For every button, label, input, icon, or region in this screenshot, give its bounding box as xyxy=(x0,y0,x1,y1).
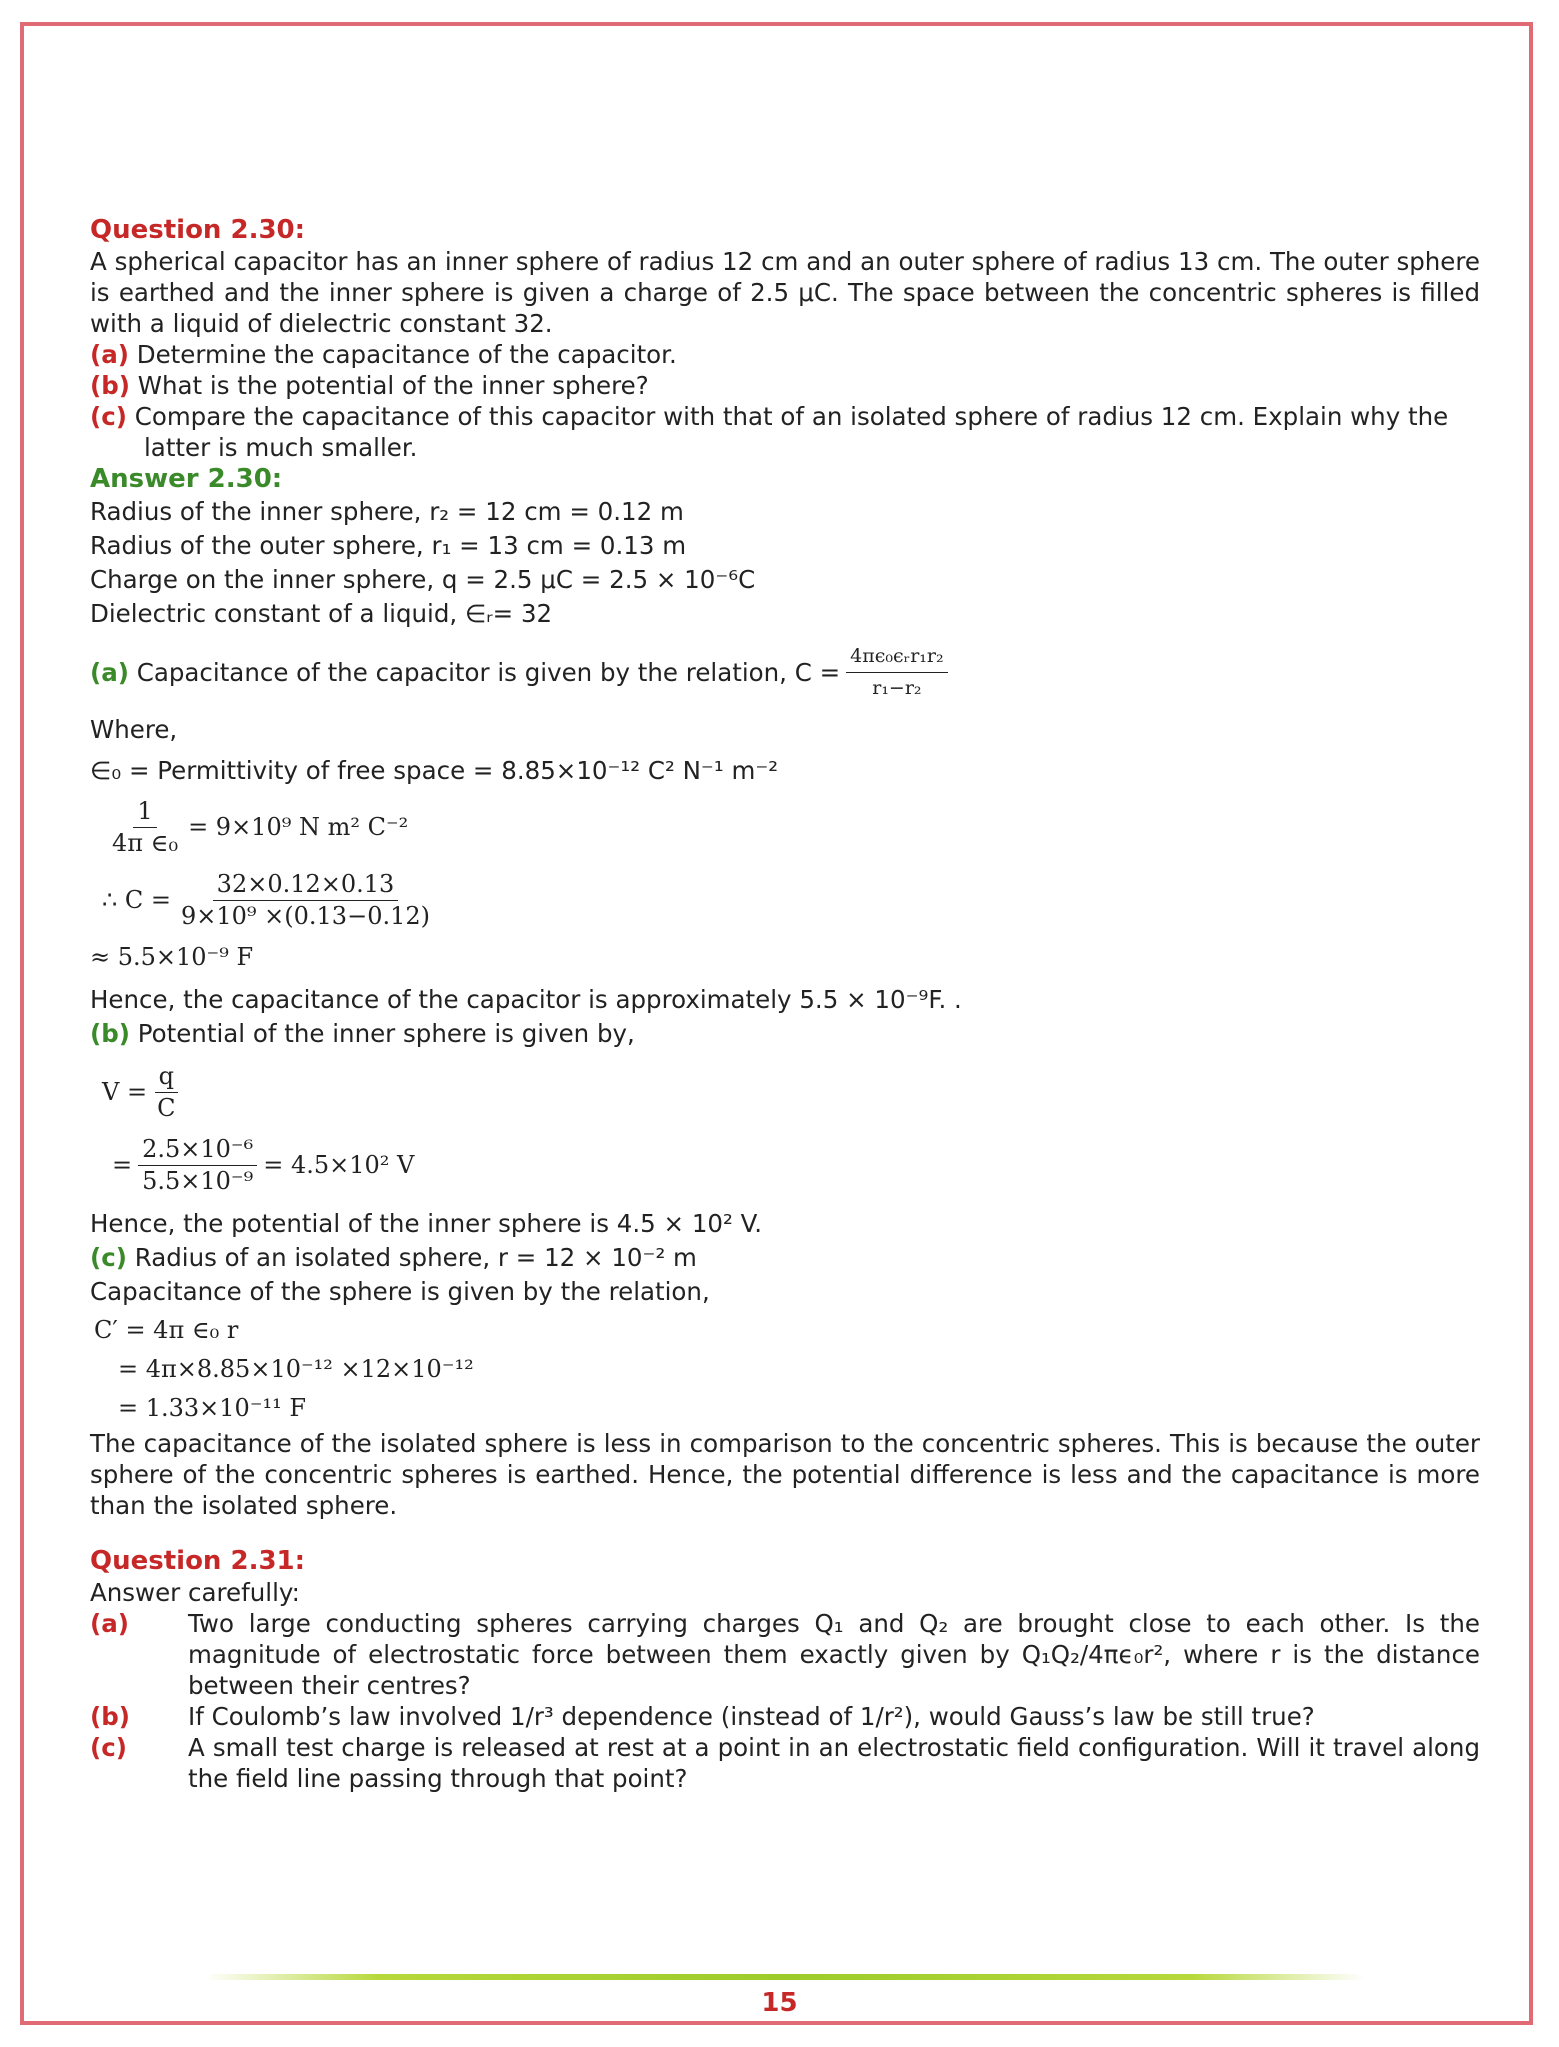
question-2-30-title: Question 2.30: xyxy=(90,215,306,245)
part-c-radius: (c) Radius of an isolated sphere, r = 12 × 10⁻² m xyxy=(90,1243,697,1272)
question-2-30-part-c: (c) Compare the capacitance of this capacitor with that of an isolated sphere of radius 12 cm. Explain why the latter is much smaller. xyxy=(90,402,1449,462)
capacitance-result: ≈ 5.5×10⁻⁹ F xyxy=(90,943,254,971)
question-2-31-part-c: (c) A small test charge is released at rest at a point in an electrostatic field configuration. Will it travel along the field line passing through that point? xyxy=(90,1733,1480,1793)
answer-2-30-title: Answer 2.30: xyxy=(90,464,283,494)
question-2-31-title: Question 2.31: xyxy=(90,1546,306,1576)
question-2-30-part-b: (b) What is the potential of the inner sphere? xyxy=(90,371,649,400)
part-c-explanation: The capacitance of the isolated sphere is less in comparison to the concentric spheres. This is because the outer sphere of the concentric spheres is earthed. Hence, the potential difference is less and the capacitance is more than the isolated sphere. xyxy=(90,1429,1480,1520)
coulomb-constant-equation: $\frac{1}{\text{4π ∈₀}}$ = 9×10⁹ N m² C⁻² xyxy=(112,797,409,857)
question-2-30-part-a: (a) Determine the capacitance of the capacitor. xyxy=(90,340,677,369)
part-a-relation: (a) Capacitance of the capacitor is given by the relation, C = $\frac{\text{4πϵ₀ϵᵣr₁r₂}}{\text{r₁−r₂}}$ xyxy=(90,641,1480,704)
isolated-capacitance-result: = 1.33×10⁻¹¹ F xyxy=(118,1394,307,1422)
potential-calculation: = $\frac{\text{2.5×10⁻⁶}}{\text{5.5×10⁻⁹}}$ = 4.5×10² V xyxy=(112,1135,415,1195)
given-outer-radius: Radius of the outer sphere, r₁ = 13 cm = 0.13 m xyxy=(90,531,687,560)
permittivity-definition: ∈₀ = Permittivity of free space = 8.85×10⁻¹² C² N⁻¹ m⁻² xyxy=(90,756,779,785)
question-2-31-part-b: (b) If Coulomb’s law involved 1/r³ dependence (instead of 1/r²), would Gauss’s law be still true? xyxy=(90,1702,1315,1731)
given-inner-radius: Radius of the inner sphere, r₂ = 12 cm = 0.12 m xyxy=(90,497,684,526)
part-b-intro: (b) Potential of the inner sphere is given by, xyxy=(90,1019,635,1048)
question-2-31-part-a: (a) Two large conducting spheres carrying charges Q₁ and Q₂ are brought close to each other. Is the magnitude of electrostatic force between them exactly given by Q₁Q₂/4πϵ₀r², where r is the distance between their centres? xyxy=(90,1609,1480,1700)
potential-formula: V = $\frac{q}{C}$ xyxy=(102,1061,1480,1124)
part-b-conclusion: Hence, the potential of the inner sphere is 4.5 × 10² V. xyxy=(90,1209,763,1238)
where-label: Where, xyxy=(90,715,178,744)
part-a-conclusion: Hence, the capacitance of the capacitor is approximately 5.5 × 10⁻⁹F. . xyxy=(90,985,962,1014)
isolated-capacitance-formula: C′ = 4π ∈₀ r xyxy=(94,1316,239,1344)
footer-divider xyxy=(205,1974,1365,1980)
capacitance-formula: $\frac{\text{4πϵ₀ϵᵣr₁r₂}}{\text{r₁−r₂}}$ xyxy=(846,641,947,704)
page-number: 15 xyxy=(761,1988,798,2018)
given-dielectric: Dielectric constant of a liquid, ∈ᵣ= 32 xyxy=(90,599,553,628)
question-2-30-body: A spherical capacitor has an inner sphere of radius 12 cm and an outer sphere of radius 13 cm. The outer sphere is earthed and the inner sphere is given a charge of 2.5 μC. The space between the concentric spheres is filled with a liquid of dielectric constant 32. xyxy=(90,247,1480,338)
question-2-31-intro: Answer carefully: xyxy=(90,1578,300,1607)
page-content xyxy=(90,214,1480,1794)
capacitance-calculation: ∴ C = $\frac{32\times 0.12\times 0.13}{\text{9×10⁹ ×(0.13−0.12)}}$ xyxy=(102,870,430,930)
part-c-relation: Capacitance of the sphere is given by the relation, xyxy=(90,1277,710,1306)
given-charge: Charge on the inner sphere, q = 2.5 μC = 2.5 × 10⁻⁶C xyxy=(90,565,756,594)
isolated-capacitance-substitution: = 4π×8.85×10⁻¹² ×12×10⁻¹² xyxy=(118,1355,474,1383)
